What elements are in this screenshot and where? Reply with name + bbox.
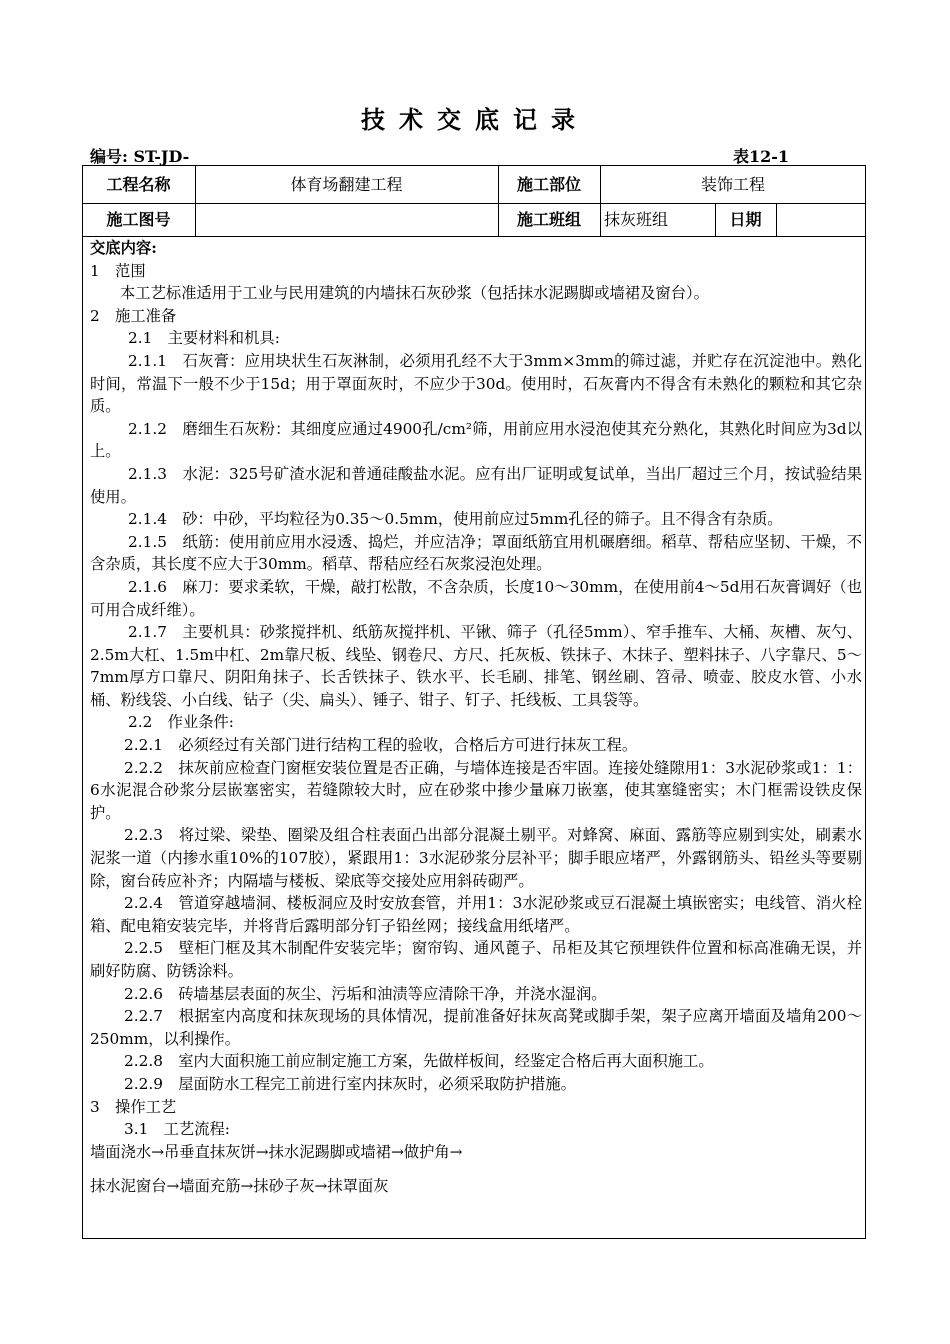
document-title: 技术交底记录 [361, 105, 589, 134]
paragraph: 2.1.3 水泥：325号矿渣水泥和普通硅酸盐水泥。应有出厂证明或复试单，当出厂超过三个月，按试验结果使用。 [90, 464, 862, 506]
process-flow-line-1: 墙面浇水→吊垂直抹灰饼→抹水泥踢脚或墙裙→做护角→ [90, 1142, 463, 1161]
project-name-label: 工程名称 [106, 175, 171, 194]
row-divider-1 [82, 203, 866, 204]
paragraph: 2.2.7 根据室内高度和抹灰现场的具体情况，提前准备好抹灰高凳或脚手架，架子应离开墙面及墙角200～250mm，以利操作。 [90, 1007, 862, 1048]
paragraph: 2.2.4 管道穿越墙洞、楼板洞应及时安放套管，并用1：3水泥砂浆或豆石混凝土填嵌密实；电线管、消火栓箱、配电箱安装完毕，并将背后露明部分钉子铅丝网；接线盒用纸堵严。 [90, 894, 862, 935]
paragraph: 2.2.1 必须经过有关部门进行结构工程的验收，合格后方可进行抹灰工程。 [124, 736, 638, 755]
paragraph: 本工艺标准适用于工业与民用建筑的内墙抹石灰砂浆（包括抹水泥踢脚或墙裙及窗台）。 [120, 284, 709, 303]
paragraph: 2.2.3 将过梁、梁垫、圈梁及组合柱表面凸出部分混凝土剔平。对蜂窝、麻面、露筋等应剔到实处，刷素水泥浆一道（内掺水重10%的107胶），紧跟用1：3水泥砂浆分层补平；脚手眼应堵严，外露钢筋头、铅丝头等要剔除，窗台砖应补齐；内隔墙与楼板、梁底等交接处应用斜砖砌严。 [90, 826, 862, 890]
section-label: 施工部位 [516, 175, 581, 194]
date-label: 日期 [729, 210, 762, 229]
document-number: 编号: ST-JD- [90, 147, 190, 166]
col-divider-5 [776, 203, 777, 236]
paragraph: 2.2.9 屋面防水工程完工前进行室内抹灰时，必须采取防护措施。 [124, 1074, 576, 1093]
subsection-heading: 2.1 主要材料和机具: [128, 329, 280, 348]
disclosure-content [90, 237, 862, 1198]
process-flow-line-2: 抹水泥窗台→墙面充筋→抹砂子灰→抹罩面灰 [90, 1177, 389, 1196]
subsection-heading: 3.1 工艺流程: [124, 1120, 230, 1139]
table-number: 表12-1 [733, 147, 790, 166]
paragraph: 2.1.4 砂：中砂，平均粒径为0.35～0.5mm，使用前应过5mm孔径的筛子。且不得含有杂质。 [128, 510, 783, 529]
paragraph: 2.2.5 壁柜门框及其木制配件安装完毕；窗帘钩、通风蓖子、吊柜及其它预埋铁件位置和标高准确无误，并刷好防腐、防锈涂料。 [90, 939, 862, 980]
section-heading: 3 操作工艺 [90, 1097, 177, 1116]
paragraph: 2.1.7 主要机具：砂浆搅拌机、纸筋灰搅拌机、平锹、筛子（孔径5mm）、窄手推车、大桶、灰槽、灰勺、2.5m大杠、1.5m中杠、2m靠尺板、线坠、钢卷尺、方尺、托灰板、铁抹子、木抹子、塑料抹子、八字靠尺、5～7mm厚方口靠尺、阴阳角抹子、长舌铁抹子、铁水平、长毛刷、排笔、钢丝刷、笤帚、喷壶、胶皮水管、小水桶、粉线袋、小白线、钻子（尖、扁头）、锤子、钳子、钉子、托线板、工具袋等。 [90, 623, 862, 709]
content-heading: 交底内容: [90, 239, 157, 257]
subsection-heading: 2.2 作业条件: [128, 713, 234, 732]
section-heading: 2 施工准备 [90, 306, 177, 325]
section-value: 装饰工程 [700, 175, 765, 194]
team-label: 施工班组 [516, 210, 581, 229]
drawing-label: 施工图号 [106, 210, 171, 229]
paragraph: 2.1.6 麻刀：要求柔软，干燥，敲打松散，不含杂质，长度10～30mm，在使用前4～5d用石灰膏调好（也可用合成纤维）。 [90, 577, 862, 619]
team-value: 抹灰班组 [604, 210, 669, 229]
paragraph: 2.1.2 磨细生石灰粉：其细度应通过4900孔/cm²筛，用前应用水浸泡使其充分熟化，其熟化时间应为3d以上。 [90, 419, 862, 461]
paragraph: 2.2.8 室内大面积施工前应制定施工方案，先做样板间，经鉴定合格后再大面积施工。 [124, 1052, 714, 1071]
paragraph: 2.1.5 纸筋：使用前应用水浸透、捣烂，并应洁净；罩面纸筋宜用机碾磨细。稻草、帮秸应坚韧、干燥，不含杂质，其长度不应大于30mm。稻草、帮秸应经石灰浆浸泡处理。 [90, 532, 862, 574]
paragraph: 2.2.6 砖墙基层表面的灰尘、污垢和油渍等应清除干净，并浇水湿润。 [124, 984, 607, 1003]
paragraph: 2.1.1 石灰膏：应用块状生石灰淋制，必须用孔经不大于3mm×3mm的筛过滤，并贮存在沉淀池中。熟化时间，常温下一般不少于15d；用于罩面灰时，不应少于30d。使用时，石灰膏内不得含有未熟化的颗粒和其它杂质。 [90, 351, 862, 416]
section-heading: 1 范围 [90, 261, 146, 280]
paragraph: 2.2.2 抹灰前应检查门窗框安装位置是否正确，与墙体连接是否牢固。连接处缝隙用1：3水泥砂浆或1：1：6水泥混合砂浆分层嵌塞密实，若缝隙较大时，应在砂浆中掺少量麻刀嵌塞，使其塞缝密实；木门框需设铁皮保护。 [90, 758, 862, 822]
project-name-value: 体育场翻建工程 [290, 175, 403, 194]
